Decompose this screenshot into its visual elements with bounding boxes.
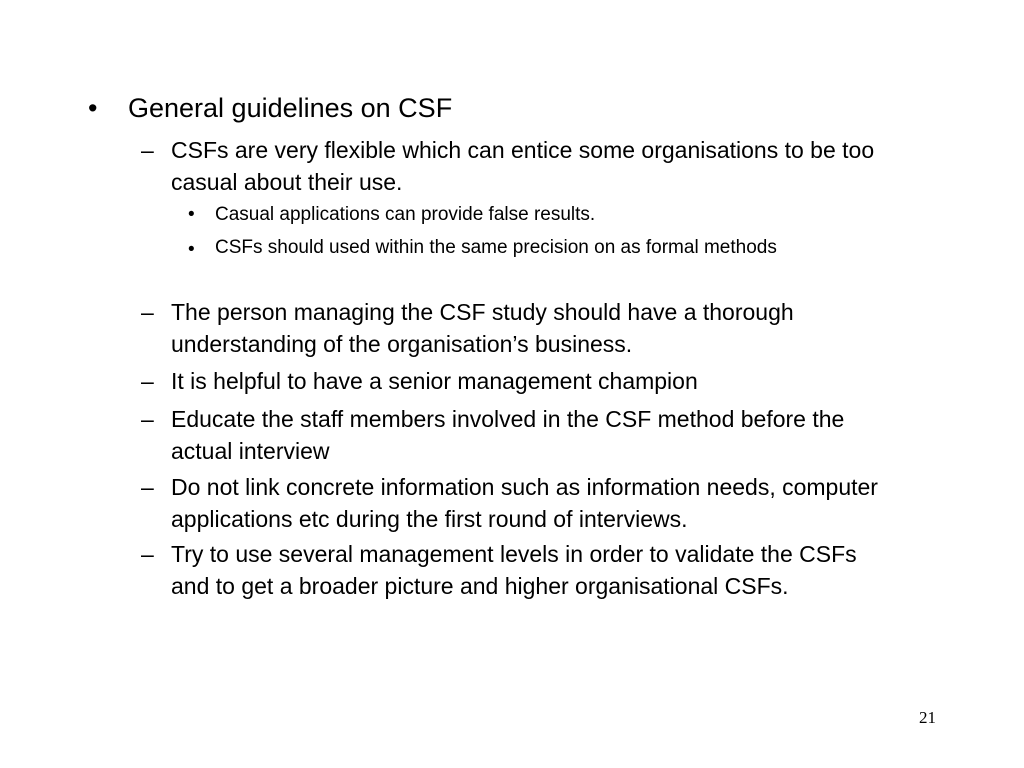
bullet-text: CSFs are very flexible which can entice some organisations to be too casual about their use. [171,137,875,195]
bullet-text: Educate the staff members involved in the CSF method before the actual interview [171,406,845,464]
dash-marker: – [141,474,154,500]
bullet-item-level2 [141,134,941,198]
bullet-text: It is helpful to have a senior management champion [171,368,698,394]
bullet-text: The person managing the CSF study should have a thorough understanding of the organisation’s business. [171,299,794,357]
dash-marker: – [141,137,154,163]
bullet-marker: • [188,204,195,225]
bullet-item-level2 [141,538,901,602]
bullet-item-level1 [88,92,968,124]
bullet-text: Do not link concrete information such as information needs, computer applications etc during the first round of interviews. [171,474,878,532]
dash-marker: – [141,299,154,325]
dash-marker: – [141,368,154,394]
dash-marker: – [141,406,154,432]
bullet-item-level2 [141,365,941,397]
bullet-item-level2 [141,403,891,467]
bullet-item-level3 [188,199,915,230]
bullet-item-level2 [141,296,871,360]
bullet-marker: • [188,239,195,260]
bullet-item-level2 [141,471,971,535]
bullet-text: Casual applications can provide false results. [215,204,596,225]
bullet-text: CSFs should used within the same precision on as formal methods [215,237,777,258]
bullet-item-level3 [188,234,885,265]
bullet-text: General guidelines on CSF [128,93,453,123]
dash-marker: – [141,541,154,567]
page-number: 21 [919,708,936,727]
bullet-marker: • [88,93,98,123]
bullet-text: Try to use several management levels in order to validate the CSFs and to get a broader picture and higher organisational CSFs. [171,541,857,599]
